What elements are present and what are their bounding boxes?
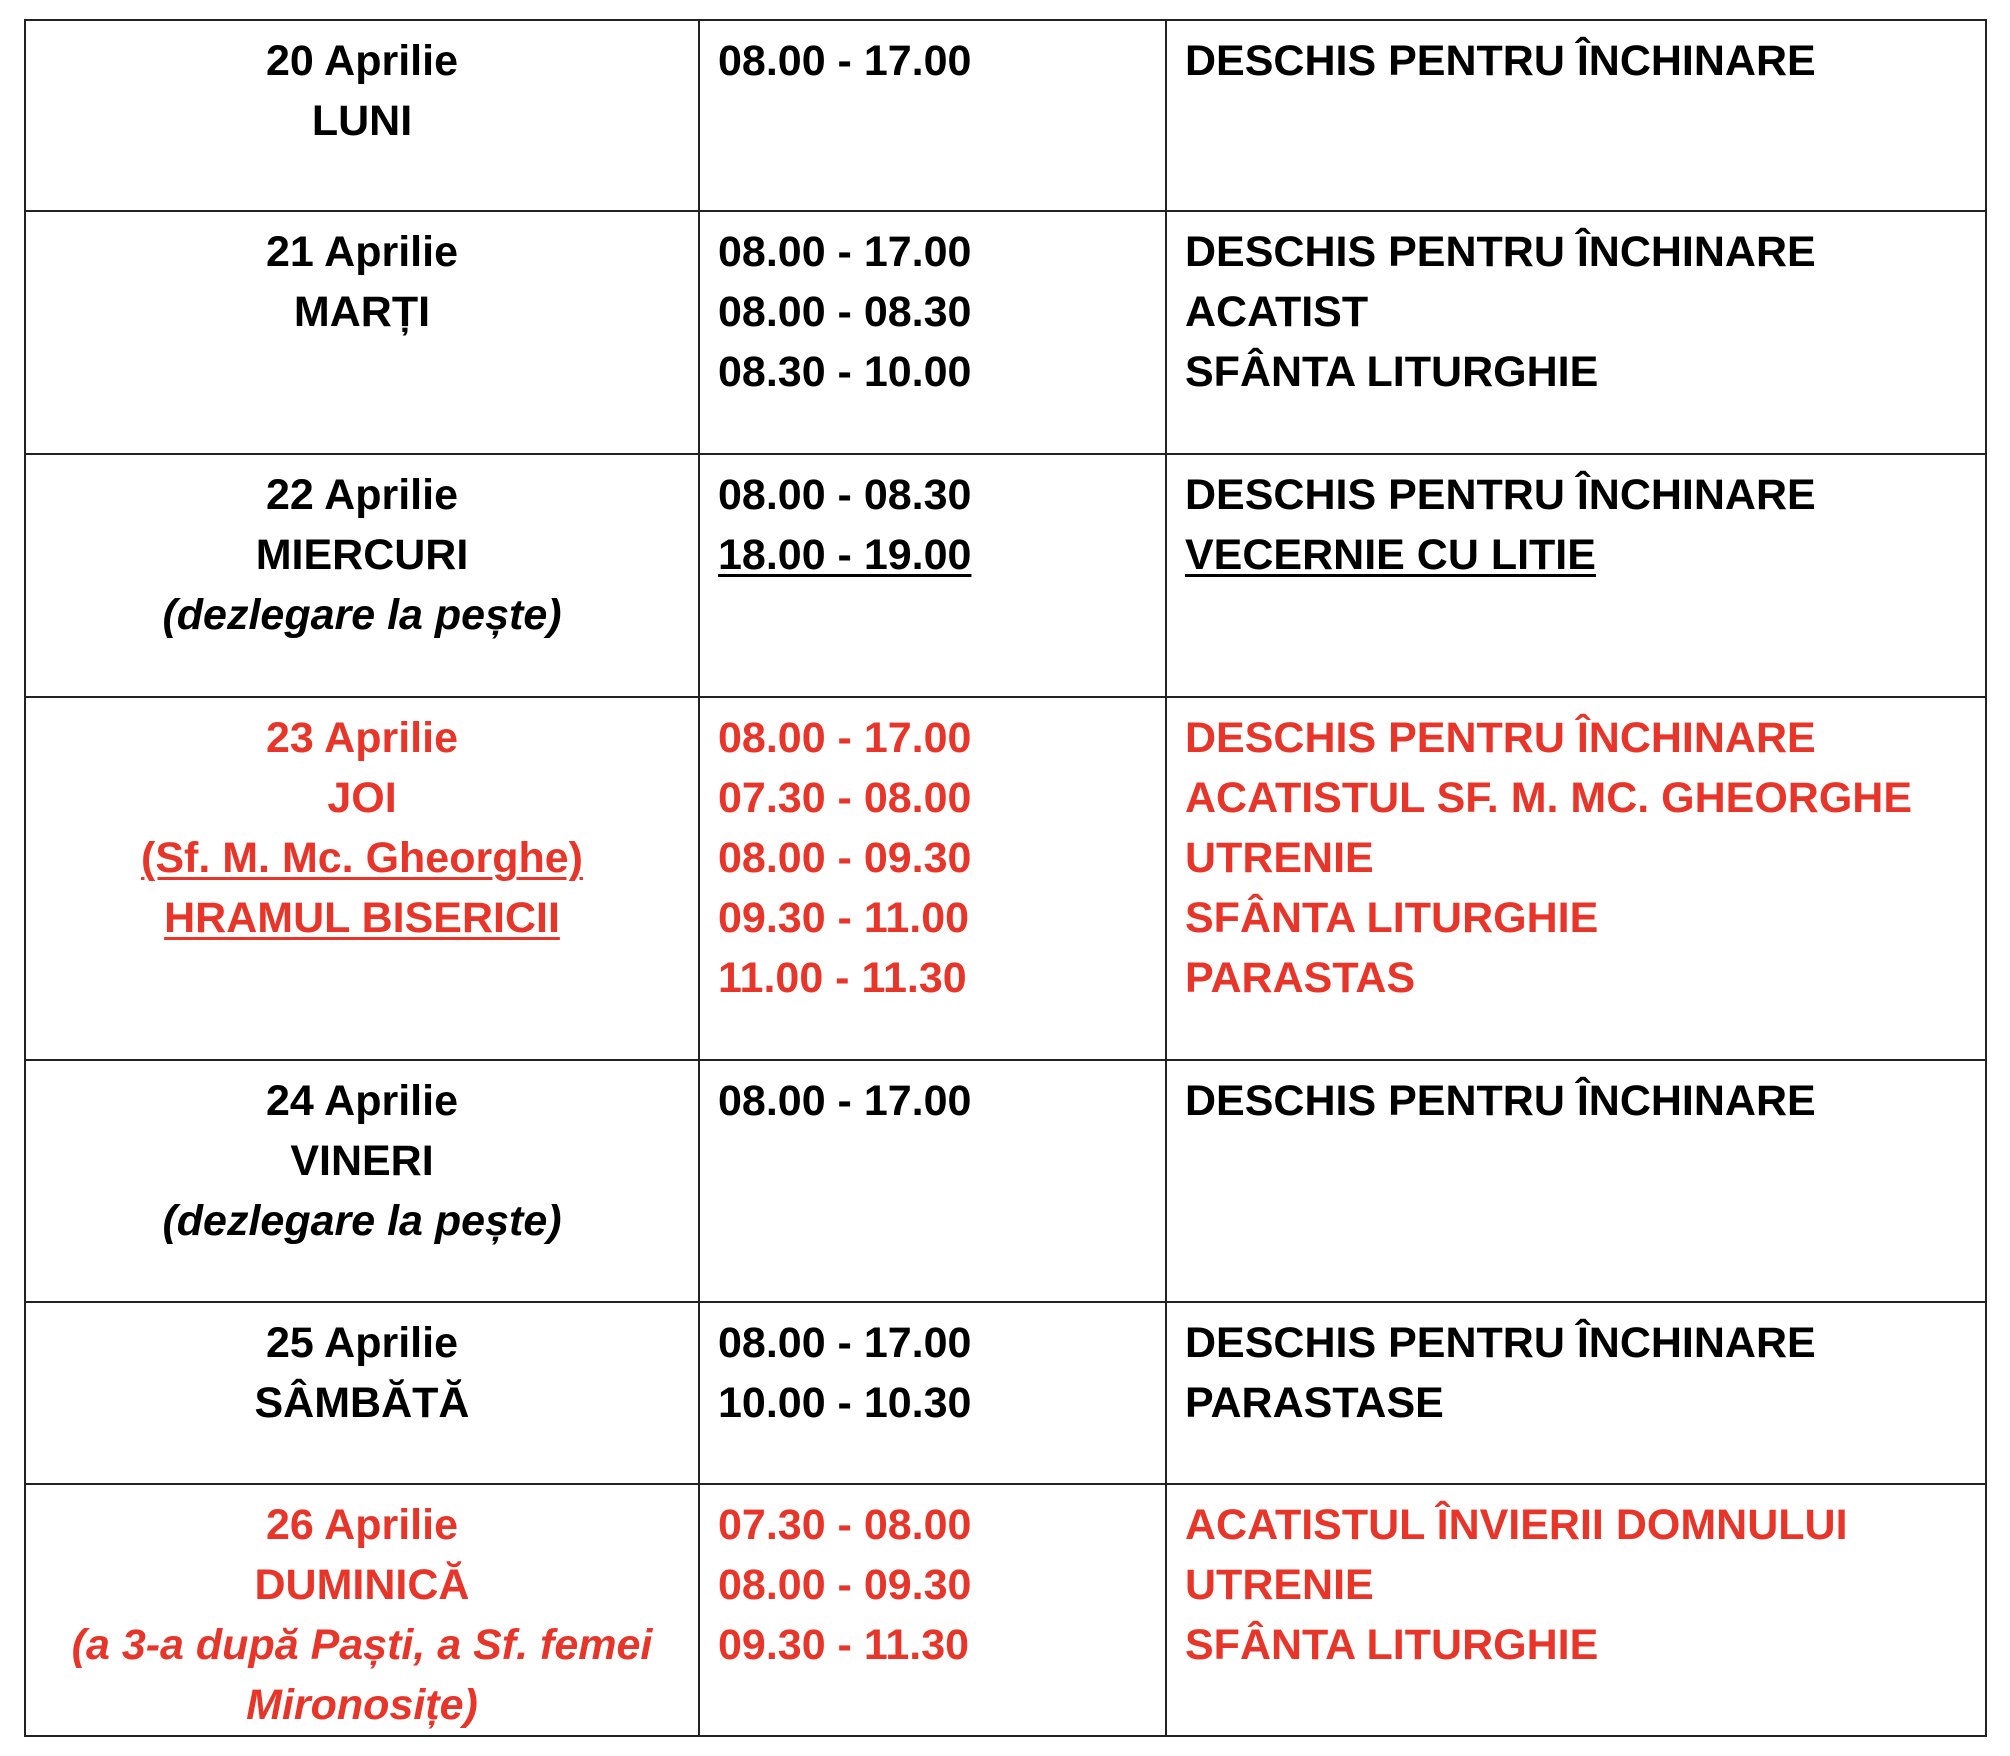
event-label: ACATISTUL SF. M. MC. GHEORGHE: [1185, 774, 1913, 822]
date-cell: [25, 454, 699, 697]
schedule-table: [24, 19, 1987, 1737]
feast-note: (Sf. M. Mc. Gheorghe): [141, 834, 583, 882]
event-label: SFÂNTA LITURGHIE: [1185, 348, 1599, 396]
fasting-note: (dezlegare la pește): [162, 1197, 562, 1245]
event-label: UTRENIE: [1185, 834, 1374, 882]
time-slot: 08.00 - 08.30: [718, 288, 972, 336]
time-cell: [699, 1302, 1166, 1484]
time-slot: 08.00 - 17.00: [718, 1319, 972, 1367]
date-cell: [25, 1060, 699, 1302]
event-label: DESCHIS PENTRU ÎNCHINARE: [1185, 1077, 1816, 1125]
date-cell: [25, 20, 699, 211]
weekday-label: LUNI: [311, 97, 413, 145]
event-cell: [1166, 1302, 1986, 1484]
event-cell: [1166, 1060, 1986, 1302]
time-cell: [699, 1484, 1166, 1736]
event-label: ACATISTUL ÎNVIERII DOMNULUI: [1185, 1501, 1848, 1549]
table-row: [25, 20, 1986, 211]
time-slot: 08.00 - 17.00: [718, 228, 972, 276]
time-slot: 10.00 - 10.30: [718, 1379, 972, 1427]
time-slot: 08.00 - 08.30: [718, 471, 972, 519]
time-slot: 08.00 - 17.00: [718, 37, 972, 85]
fasting-note: (dezlegare la pește): [162, 591, 562, 639]
table-row: [25, 697, 1986, 1060]
table-row: [25, 454, 1986, 697]
event-label: ACATIST: [1185, 288, 1369, 336]
time-slot: 09.30 - 11.00: [718, 894, 970, 942]
event-label: PARASTAS: [1185, 954, 1416, 1002]
event-label: VECERNIE CU LITIE: [1185, 531, 1596, 579]
time-slot: 07.30 - 08.00: [718, 1501, 972, 1549]
table-row: [25, 1302, 1986, 1484]
weekday-label: DUMINICĂ: [254, 1561, 470, 1609]
time-slot: 08.00 - 17.00: [718, 1077, 972, 1125]
date-label: 26 Aprilie: [266, 1501, 458, 1549]
date-label: 25 Aprilie: [266, 1319, 458, 1367]
event-label: SFÂNTA LITURGHIE: [1185, 894, 1599, 942]
date-label: 21 Aprilie: [266, 228, 458, 276]
weekday-label: JOI: [327, 774, 397, 822]
event-cell: [1166, 20, 1986, 211]
date-cell: [25, 211, 699, 454]
event-cell: [1166, 211, 1986, 454]
weekday-label: MARȚI: [293, 288, 431, 336]
time-cell: [699, 1060, 1166, 1302]
event-label: SFÂNTA LITURGHIE: [1185, 1621, 1599, 1669]
date-label: 24 Aprilie: [266, 1077, 458, 1125]
time-slot: 08.30 - 10.00: [718, 348, 972, 396]
time-cell: [699, 211, 1166, 454]
table-row: [25, 1060, 1986, 1302]
weekday-label: VINERI: [290, 1137, 434, 1185]
event-label: DESCHIS PENTRU ÎNCHINARE: [1185, 471, 1816, 519]
date-label: 20 Aprilie: [266, 37, 458, 85]
time-slot: 08.00 - 17.00: [718, 714, 972, 762]
table-row: [25, 211, 1986, 454]
date-cell: [25, 1484, 699, 1736]
event-label: DESCHIS PENTRU ÎNCHINARE: [1185, 1319, 1816, 1367]
event-cell: [1166, 454, 1986, 697]
church-feast-label: HRAMUL BISERICII: [164, 894, 560, 942]
time-cell: [699, 20, 1166, 211]
weekday-label: SÂMBĂTĂ: [254, 1379, 470, 1427]
sunday-note: (a 3-a după Paști, a Sf. femei Mironosițe): [71, 1621, 653, 1729]
date-cell: [25, 697, 699, 1060]
time-slot: 18.00 - 19.00: [718, 531, 972, 579]
time-slot: 09.30 - 11.30: [718, 1621, 970, 1669]
event-label: DESCHIS PENTRU ÎNCHINARE: [1185, 37, 1816, 85]
table-row: [25, 1484, 1986, 1736]
date-label: 22 Aprilie: [266, 471, 458, 519]
event-cell: [1166, 1484, 1986, 1736]
time-cell: [699, 454, 1166, 697]
date-cell: [25, 1302, 699, 1484]
event-label: DESCHIS PENTRU ÎNCHINARE: [1185, 714, 1816, 762]
event-cell: [1166, 697, 1986, 1060]
time-slot: 07.30 - 08.00: [718, 774, 972, 822]
time-slot: 11.00 - 11.30: [718, 954, 967, 1002]
time-slot: 08.00 - 09.30: [718, 1561, 972, 1609]
weekday-label: MIERCURI: [255, 531, 469, 579]
event-label: DESCHIS PENTRU ÎNCHINARE: [1185, 228, 1816, 276]
event-label: PARASTASE: [1185, 1379, 1444, 1427]
date-label: 23 Aprilie: [266, 714, 458, 762]
time-slot: 08.00 - 09.30: [718, 834, 972, 882]
event-label: UTRENIE: [1185, 1561, 1374, 1609]
time-cell: [699, 697, 1166, 1060]
